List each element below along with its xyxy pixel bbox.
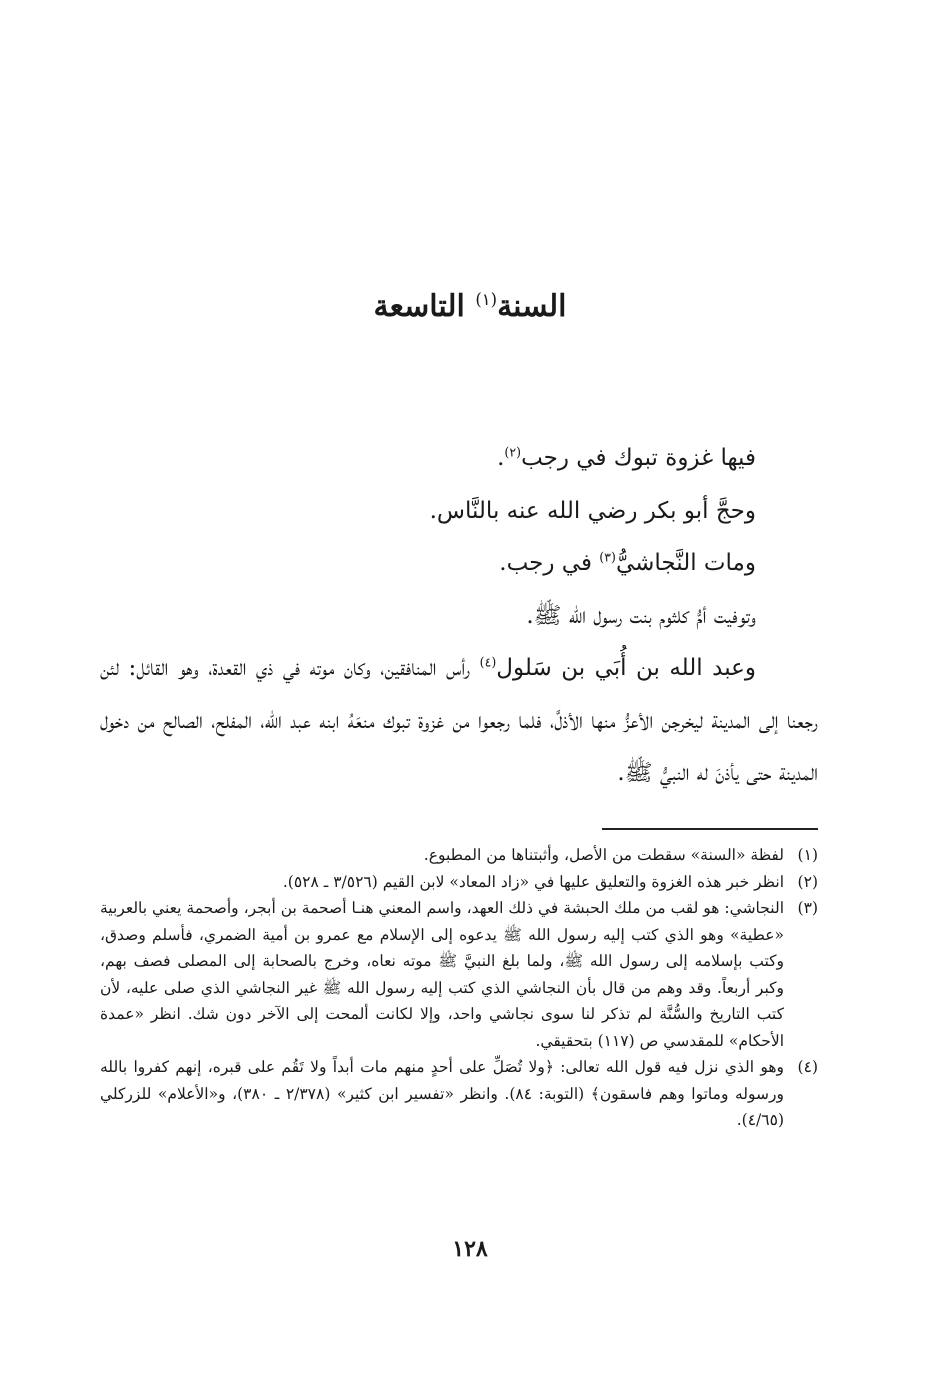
footnote-number: (٢)	[797, 872, 818, 891]
text-line-3-end: في رجب.	[499, 550, 600, 576]
footnote-ref-2: (٢)	[504, 444, 522, 460]
footnote-number: (١)	[797, 846, 818, 864]
footnote-ref-4: (٤)	[479, 654, 497, 670]
text-line-1-end: .	[497, 445, 505, 471]
page-number: ١٢٨	[452, 1236, 488, 1262]
footnote-text: انظر خبر هذه الغزوة والتعليق عليها في «زاد المعاد» لابن القيم (٣/٥٢٦ ـ ٥٢٨).	[282, 872, 784, 891]
chapter-heading-text: السنة	[497, 289, 567, 324]
footnote-separator	[602, 828, 818, 830]
text-paragraph-5-start: وعبد الله بن أُبَي بن سَلول	[496, 655, 756, 681]
text-line-1-content: فيها غزوة تبوك في رجب	[521, 445, 756, 471]
footnotes	[100, 842, 818, 1134]
text-line-3-start: ومات النَّجاشيُّ	[615, 550, 756, 576]
footnote-ref-1: (١)	[475, 290, 498, 309]
chapter-heading-text-after: التاسعة	[373, 289, 476, 324]
footnote-text: وهو الذي نزل فيه قول الله تعالى: ﴿ولا تُصَلِّ على أحدٍ منهم مات أبداً ولا تَقُم على قبره، إنهم كفروا بالله ورسوله وماتوا وهم فاسقون﴾ (التوبة: ٨٤). وانظر «تفسير ابن كثير» (٢/٣٧٨ ـ ٣٨٠)، و«الأعلام» للزركلي (٤/٦٥).	[100, 1058, 784, 1129]
footnote-3	[100, 895, 818, 1054]
text-paragraph-5	[100, 642, 818, 800]
footnote-1	[100, 842, 818, 869]
footnote-number: (٤)	[797, 1058, 818, 1076]
text-line-1	[100, 432, 818, 485]
footnote-number: (٣)	[797, 899, 818, 917]
text-paragraph-5-end: رأس المنافقين، وكان موته في ذي القعدة، وهو القائل: لئن رجعنا إلى المدينة ليخرجن الأعزُّ منها الأذلَّ، فلما رجعوا من غزوة تبوك منعَهُ ابنه عبد الله، المفلح، الصالح من دخول المدينة حتى يأذنَ له النبيُّ ﷺ.	[100, 655, 818, 786]
footnote-2	[100, 869, 818, 896]
footnote-text: لفظة «السنة» سقطت من الأصل، وأثبتناها من المطبوع.	[423, 846, 784, 864]
main-text	[100, 432, 818, 800]
chapter-heading	[0, 282, 940, 332]
text-line-2: وحجَّ أبو بكر رضي الله عنه بالنَّاس.	[429, 497, 756, 524]
text-line-3	[100, 537, 818, 590]
footnote-text: النجاشي: هو لقب من ملك الحبشة في ذلك العهد، واسم المعني هنـا أصحمة بن أبجر، وأصحمة يعني بالعربية «عطية» وهو الذي كتب إليه رسول الله ﷺ يدعوه إلى الإسلام مع عمرو بن أمية الضمري، فأسلم وصدق، وكتب بإسلامه إلى رسول الله ﷺ، ولما بلغ النبيَّ ﷺ موته نعاه، وخرج بالصحابة إلى المصلى فصف بهم، وكبر أربعاً. وقد وهم من قال بأن النجاشي الذي كتب إليه رسول الله ﷺ غير النجاشي الذي صلى عليه، لأن كتب التاريخ والسُّنَّة لم تذكر لنا سوى نجاشي واحد، وإلا لكانت ألمحت إلى الآخر دون شك. انظر «عمدة الأحكام» للمقدسي ص (١١٧) بتحقيقي.	[100, 899, 784, 1050]
footnote-4	[100, 1054, 818, 1134]
footnote-ref-3: (٣)	[599, 549, 616, 565]
text-line-4: وتوفيت أمُّ كلثوم بنت رسول الله ﷺ.	[526, 602, 756, 629]
